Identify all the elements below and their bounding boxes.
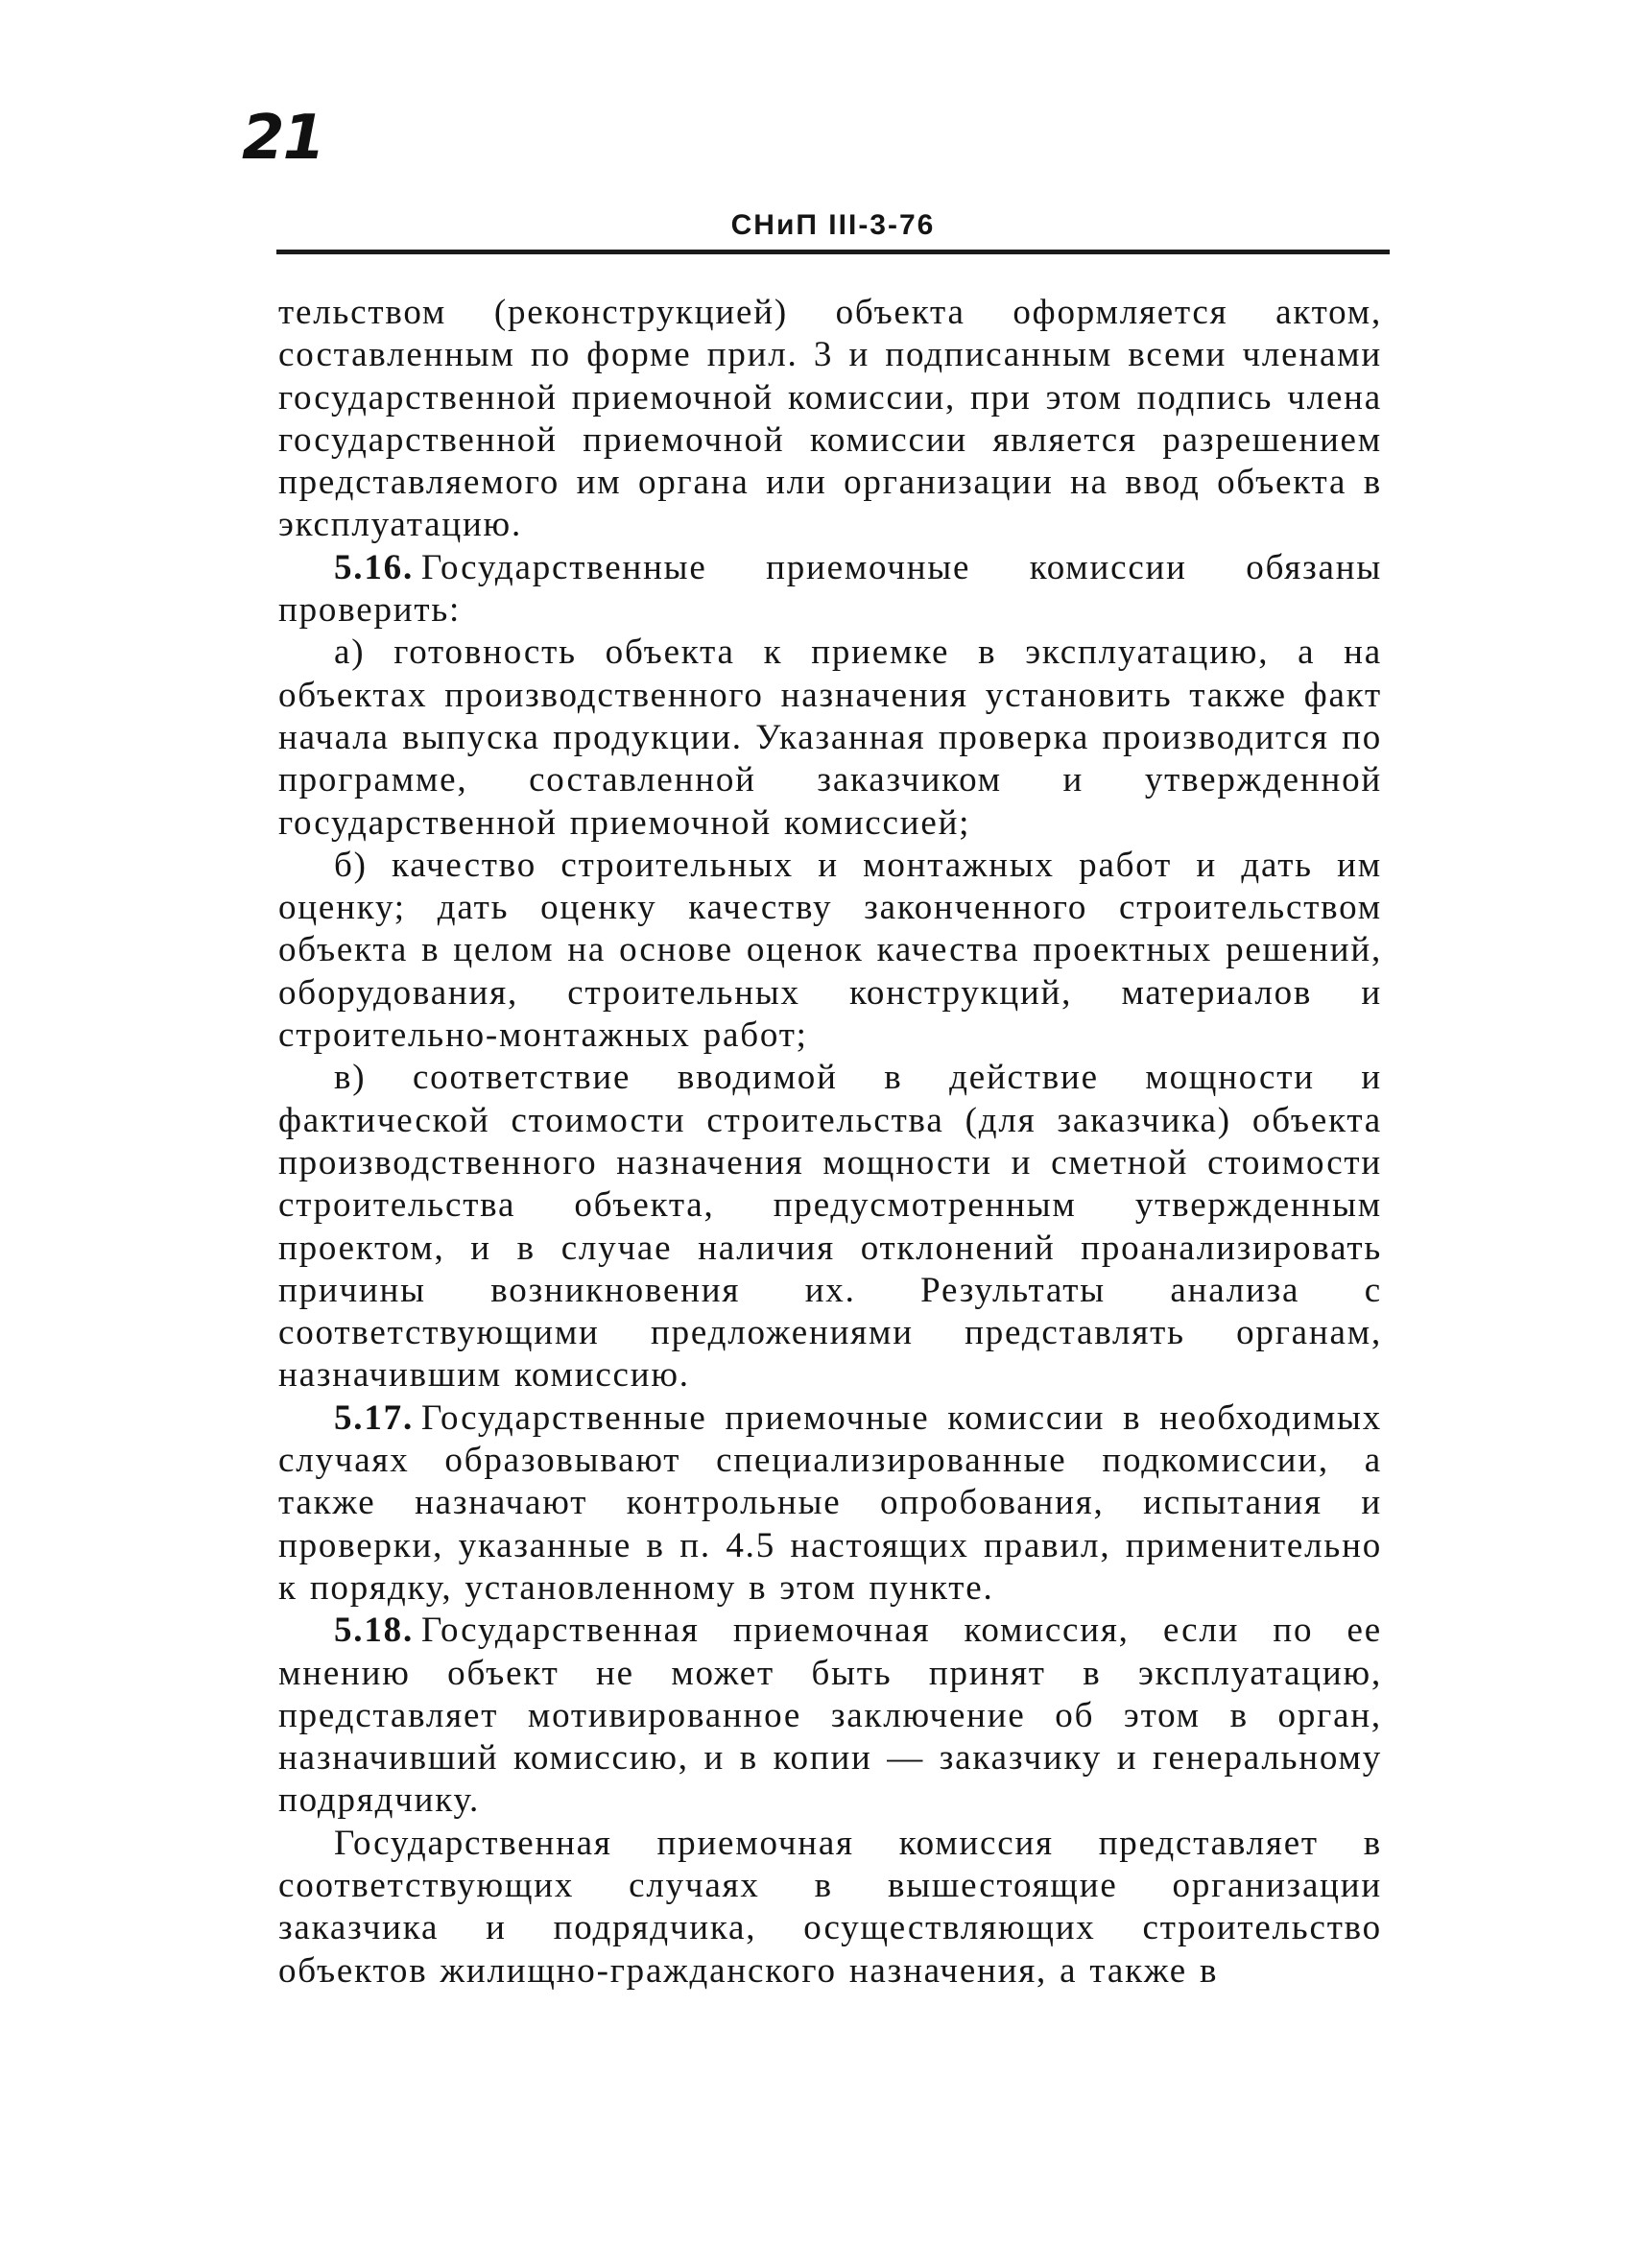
paragraph-text: Государственные приемочные комиссии обязаны проверить:: [278, 547, 1382, 631]
list-item-b: [278, 845, 1382, 1057]
clause-number: 5.18.: [334, 1611, 414, 1651]
paragraph-text: б) качество строительных и монтажных работ и дать им оценку; дать оценку качеству законченного строительством объекта в целом на основе оценок качества проектных решений, оборудования, строительных конструкций, материалов и строительно-монтажных работ;: [278, 845, 1382, 1056]
paragraph-text: а) готовность объекта к приемке в эксплуатацию, а на объектах производственного назначения установить также факт начала выпуска продукции. Указанная проверка производится по программе, составленной заказчиком и утвержденной государственной приемочной комиссией;: [278, 633, 1382, 843]
paragraph-final: [278, 1823, 1382, 1993]
running-header: СНиП III-3-76: [730, 209, 936, 241]
paragraph-text: Государственная приемочная комиссия, если по ее мнению объект не может быть принят в эксплуатацию, представляет мотивированное заключение об этом в орган, назначивший комиссию, и в копии — заказчику и генеральному подрядчику.: [278, 1611, 1382, 1821]
document-body: [278, 292, 1382, 1993]
paragraph-clause-5-16: [278, 547, 1382, 633]
paragraph-clause-5-18: [278, 1610, 1382, 1822]
paragraph-text: в) соответствие вводимой в действие мощности и фактической стоимости строительства (для заказчика) объекта производственного назначения мощности и сметной стоимости строительства объекта, предусмотренным утвержденным проектом, и в случае наличия отклонений проанализировать причины возникновения их. Результаты анализа с соответствующими предложениями представлять органам, назначившим комиссию.: [278, 1058, 1382, 1396]
paragraph-continuation: [278, 292, 1382, 547]
paragraph-clause-5-17: [278, 1397, 1382, 1610]
header-rule: [276, 250, 1390, 254]
paragraph-text: Государственная приемочная комиссия представляет в соответствующих случаях в вышестоящие организации заказчика и подрядчика, осуществляющих строительство объектов жилищно-гражданского назначения, а также в: [278, 1823, 1382, 1991]
list-item-a: [278, 632, 1382, 844]
clause-number: 5.17.: [334, 1397, 414, 1438]
paragraph-text: тельством (реконструкцией) объекта оформляется актом, составленным по форме прил. 3 и подписанным всеми членами государственной приемочной комиссии, при этом подпись члена государственной приемочной комиссии является разрешением представляемого им органа или организации на ввод объекта в эксплуатацию.: [278, 293, 1382, 545]
page-number: 21: [242, 103, 324, 174]
paragraph-text: Государственные приемочные комиссии в необходимых случаях образовывают специализированные подкомиссии, а также назначают контрольные опробования, испытания и проверки, указанные в п. 4.5 настоящих правил, применительно к порядку, установленному в этом пункте.: [278, 1397, 1382, 1608]
clause-number: 5.16.: [334, 547, 414, 587]
list-item-v: [278, 1057, 1382, 1397]
